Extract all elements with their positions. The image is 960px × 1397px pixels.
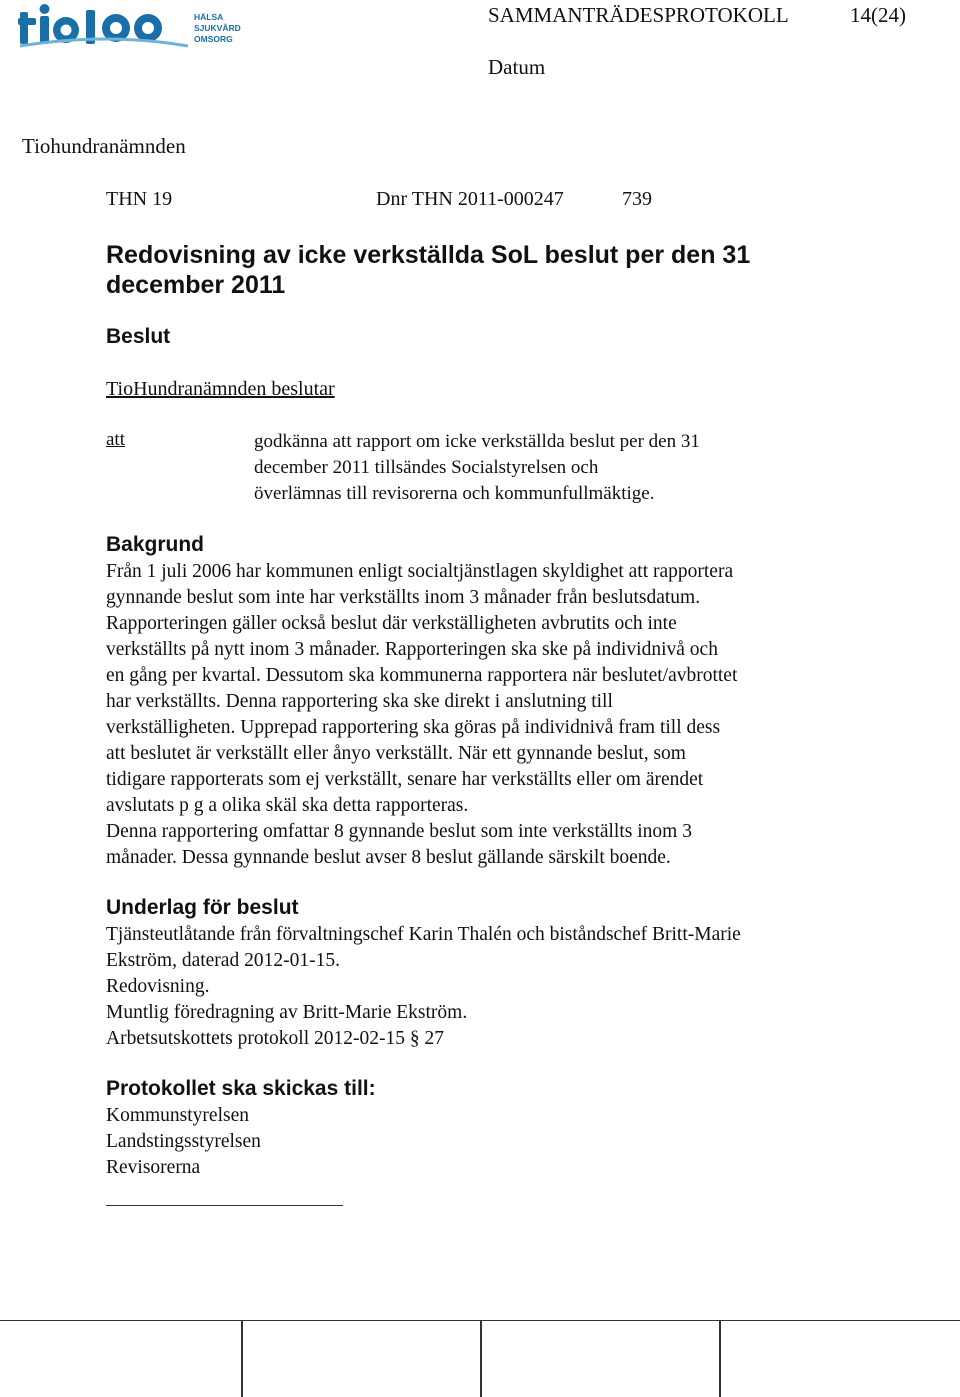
decision-line: godkänna att rapport om icke verkställda beslut per den 31: [254, 431, 700, 452]
basis-line: Ekström, daterad 2012-01-15.: [106, 950, 340, 971]
background-line: avslutats p g a olika skäl ska detta rapporteras.: [106, 795, 469, 816]
signature-table-divider: [719, 1320, 721, 1397]
background-line: verkställts på nytt inom 3 månader. Rapporteringen ska ske på individnivå och: [106, 639, 718, 660]
decision-line: överlämnas till revisorerna och kommunfullmäktige.: [254, 483, 655, 504]
dnr-number: Dnr THN 2011-000247: [376, 188, 564, 210]
committee-name: Tiohundranämnden: [22, 134, 186, 158]
basis-heading: Underlag för beslut: [106, 896, 299, 919]
background-text: [106, 559, 866, 871]
basis-text: [106, 922, 866, 1052]
decision-heading: Beslut: [106, 325, 171, 348]
document-type: SAMMANTRÄDESPROTOKOLL: [488, 3, 789, 27]
recipient-item: Landstingsstyrelsen: [106, 1131, 261, 1152]
decision-line: december 2011 tillsändes Socialstyrelsen och: [254, 457, 599, 478]
background-line: en gång per kvartal. Dessutom ska kommunerna rapportera när beslutet/avbrottet: [106, 665, 738, 686]
recipient-list: [106, 1103, 261, 1181]
background-line: verkställigheten. Upprepad rapportering ska göras på individnivå fram till dess: [106, 717, 721, 738]
att-label: att: [106, 429, 125, 450]
basis-line: Arbetsutskottets protokoll 2012-02-15 § 27: [106, 1028, 444, 1049]
background-line: har verkställts. Denna rapportering ska ske direkt i anslutning till: [106, 691, 613, 712]
logo-sub-line-1: HÄLSA: [194, 12, 224, 22]
background-line: Rapporteringen gäller också beslut där verkställigheten avbrutits och inte: [106, 613, 677, 634]
background-line: Från 1 juli 2006 har kommunen enligt socialtjänstlagen skyldighet att rapportera: [106, 561, 734, 582]
logo-sub-line-3: OMSORG: [194, 34, 233, 44]
background-line: att beslutet är verkställt eller ånyo verkställt. När ett gynnande beslut, som: [106, 743, 686, 764]
end-rule: [106, 1205, 343, 1206]
basis-line: Tjänsteutlåtande från förvaltningschef Karin Thalén och biståndschef Britt-Marie: [106, 924, 741, 945]
item-title: Redovisning av icke verkställda SoL beslut per den 31 december 2011: [106, 241, 751, 299]
background-line: månader. Dessa gynnande beslut avser 8 beslut gällande särskilt boende.: [106, 847, 671, 868]
organization-logo: [18, 2, 253, 52]
section-number: THN 19: [106, 188, 173, 210]
background-line: gynnande beslut som inte har verkställts inom 3 månader från beslutsdatum.: [106, 587, 701, 608]
decides-line: TioHundranämnden beslutar: [106, 378, 335, 400]
page-number: 14(24): [850, 3, 906, 27]
distribution-heading: Protokollet ska skickas till:: [106, 1077, 376, 1100]
basis-line: Redovisning.: [106, 976, 210, 997]
background-line: Denna rapportering omfattar 8 gynnande beslut som inte verkställts inom 3: [106, 821, 692, 842]
logo-sub-line-2: SJUKVÅRD: [194, 23, 241, 33]
basis-line: Muntlig föredragning av Britt-Marie Ekström.: [106, 1002, 468, 1023]
background-line: tidigare rapporterats som ej verkställt, senare har verkställts eller om ärendet: [106, 769, 704, 790]
archive-code: 739: [622, 188, 652, 210]
recipient-item: Revisorerna: [106, 1157, 201, 1178]
date-label: Datum: [488, 55, 546, 79]
background-heading: Bakgrund: [106, 533, 205, 556]
recipient-item: Kommunstyrelsen: [106, 1105, 249, 1126]
decision-text: [254, 429, 814, 507]
signature-table-divider: [480, 1320, 482, 1397]
signature-table-divider: [241, 1320, 243, 1397]
